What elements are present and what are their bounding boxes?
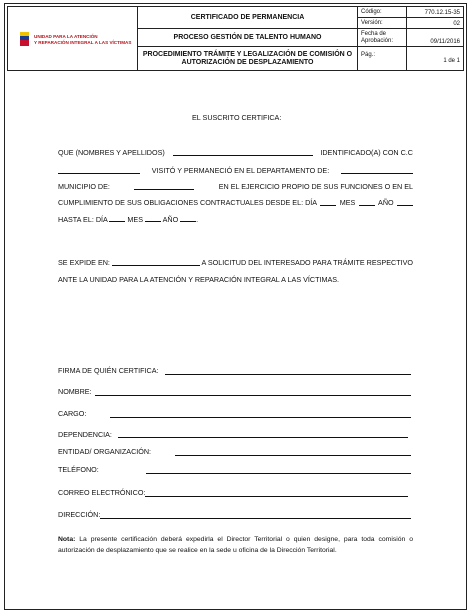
note-paragraph xyxy=(58,534,413,556)
address-line[interactable] xyxy=(100,518,411,519)
name-label: NOMBRE: xyxy=(58,387,92,396)
id-blank[interactable] xyxy=(58,166,140,174)
meta-version-value: 02 xyxy=(453,21,460,27)
phone-label: TELÉFONO: xyxy=(58,465,99,474)
dependency-line[interactable] xyxy=(118,437,408,438)
meta-code xyxy=(358,7,463,18)
position-line[interactable] xyxy=(110,417,411,418)
meta-page xyxy=(358,47,463,70)
until-month-blank[interactable] xyxy=(145,214,161,222)
meta-code-label: Código: xyxy=(361,9,382,15)
procedure-name: PROCEDIMIENTO TRÁMITE Y LEGALIZACIÓN DE COMISIÓN O AUTORIZACIÓN DE DESPLAZAMIENTO xyxy=(142,50,353,66)
p1-names-label: QUE (NOMBRES Y APELLIDOS) xyxy=(58,148,165,157)
p1-functions-text: EN EL EJERCICIO PROPIO DE SUS FUNCIONES O EN EL xyxy=(218,182,413,191)
until-year-blank[interactable] xyxy=(180,214,196,222)
issued-in-label: SE EXPIDE EN: xyxy=(58,258,110,267)
logo-text-line2: Y REPARACIÓN INTEGRAL A LAS VÍCTIMAS xyxy=(34,40,132,45)
logo-mark-icon xyxy=(20,32,29,46)
p1-line4 xyxy=(58,198,413,207)
phone-line[interactable] xyxy=(146,473,411,474)
p1-id-label: IDENTIFICADO(A) CON C.C xyxy=(320,148,413,157)
position-label: CARGO: xyxy=(58,409,87,418)
dependency-label: DEPENDENCIA: xyxy=(58,430,112,439)
until-day-blank[interactable] xyxy=(109,214,125,222)
process-name: PROCESO GESTIÓN DE TALENTO HUMANO xyxy=(138,29,357,47)
p1-line3 xyxy=(58,182,413,191)
logo-cell xyxy=(8,7,138,70)
meta-version xyxy=(358,18,463,29)
p2-line2: ANTE LA UNIDAD PARA LA ATENCIÓN Y REPARACIÓN INTEGRAL A LAS VÍCTIMAS. xyxy=(58,275,340,284)
entity-line[interactable] xyxy=(175,455,411,456)
document-header xyxy=(7,6,464,71)
certifies-heading: EL SUSCRITO CERTIFICA: xyxy=(192,113,282,122)
email-label: CORREO ELECTRÓNICO: xyxy=(58,488,146,497)
p2-line1 xyxy=(58,258,413,267)
until-label: HASTA EL: DÍA xyxy=(58,215,108,224)
document-title: CERTIFICADO DE PERMANENCIA xyxy=(138,7,357,29)
address-label: DIRECCIÓN: xyxy=(58,510,101,519)
p1-line2 xyxy=(58,166,413,175)
meta-cell xyxy=(358,7,463,70)
until-year-label: AÑO xyxy=(162,215,179,224)
name-line[interactable] xyxy=(95,395,411,396)
logo-text-line1: UNIDAD PARA LA ATENCIÓN xyxy=(34,34,98,39)
from-year-label: AÑO xyxy=(378,198,394,207)
meta-approval-label: Fecha de Aprobación: xyxy=(361,31,394,44)
p1-line1 xyxy=(58,148,413,157)
p1-from-label: CUMPLIMIENTO DE SUS OBLIGACIONES CONTRACTUALES DESDE EL: DÍA xyxy=(58,198,318,207)
p1-department-label: VISITÓ Y PERMANECIÓ EN EL DEPARTAMENTO DE: xyxy=(151,166,330,175)
from-month-blank[interactable] xyxy=(359,198,375,206)
email-line[interactable] xyxy=(145,496,408,497)
until-month-label: MES xyxy=(127,215,143,224)
note-label: Nota: xyxy=(58,536,76,543)
p1-municipality-label: MUNICIPIO DE: xyxy=(58,182,110,191)
municipality-blank[interactable] xyxy=(134,182,194,190)
p1-line5: HASTA EL: DÍA MES AÑO . xyxy=(58,215,199,224)
note-text: La presente certificación deberá expedirla el Director Territorial o quien designe, para toda comisión o autorización de desplazamiento que se realice en la sede u oficina de la Dirección Territorial. xyxy=(58,536,413,554)
meta-code-value: 770.12.15-35 xyxy=(424,10,460,16)
meta-approval-value: 09/11/2016 xyxy=(430,39,460,45)
from-day-blank[interactable] xyxy=(320,198,336,206)
meta-version-label: Versión: xyxy=(361,20,383,26)
from-month-label: MES xyxy=(339,198,356,207)
names-blank[interactable] xyxy=(173,148,313,156)
title-cell xyxy=(138,7,358,70)
meta-page-label: Pág.: xyxy=(361,52,376,58)
signature-label: FIRMA DE QUIÉN CERTIFICA: xyxy=(58,366,159,375)
signature-line[interactable] xyxy=(165,374,411,375)
p2-request-text: A SOLICITUD DEL INTERESADO PARA TRÁMITE RESPECTIVO xyxy=(201,258,413,267)
unidad-victimas-logo xyxy=(20,31,130,49)
department-blank[interactable] xyxy=(341,166,413,174)
meta-approval-date xyxy=(358,29,463,47)
from-year-blank[interactable] xyxy=(397,198,413,206)
entity-label: ENTIDAD/ ORGANIZACIÓN: xyxy=(58,447,152,456)
meta-page-value: 1 de 1 xyxy=(443,58,460,64)
issued-in-blank[interactable] xyxy=(112,258,200,266)
